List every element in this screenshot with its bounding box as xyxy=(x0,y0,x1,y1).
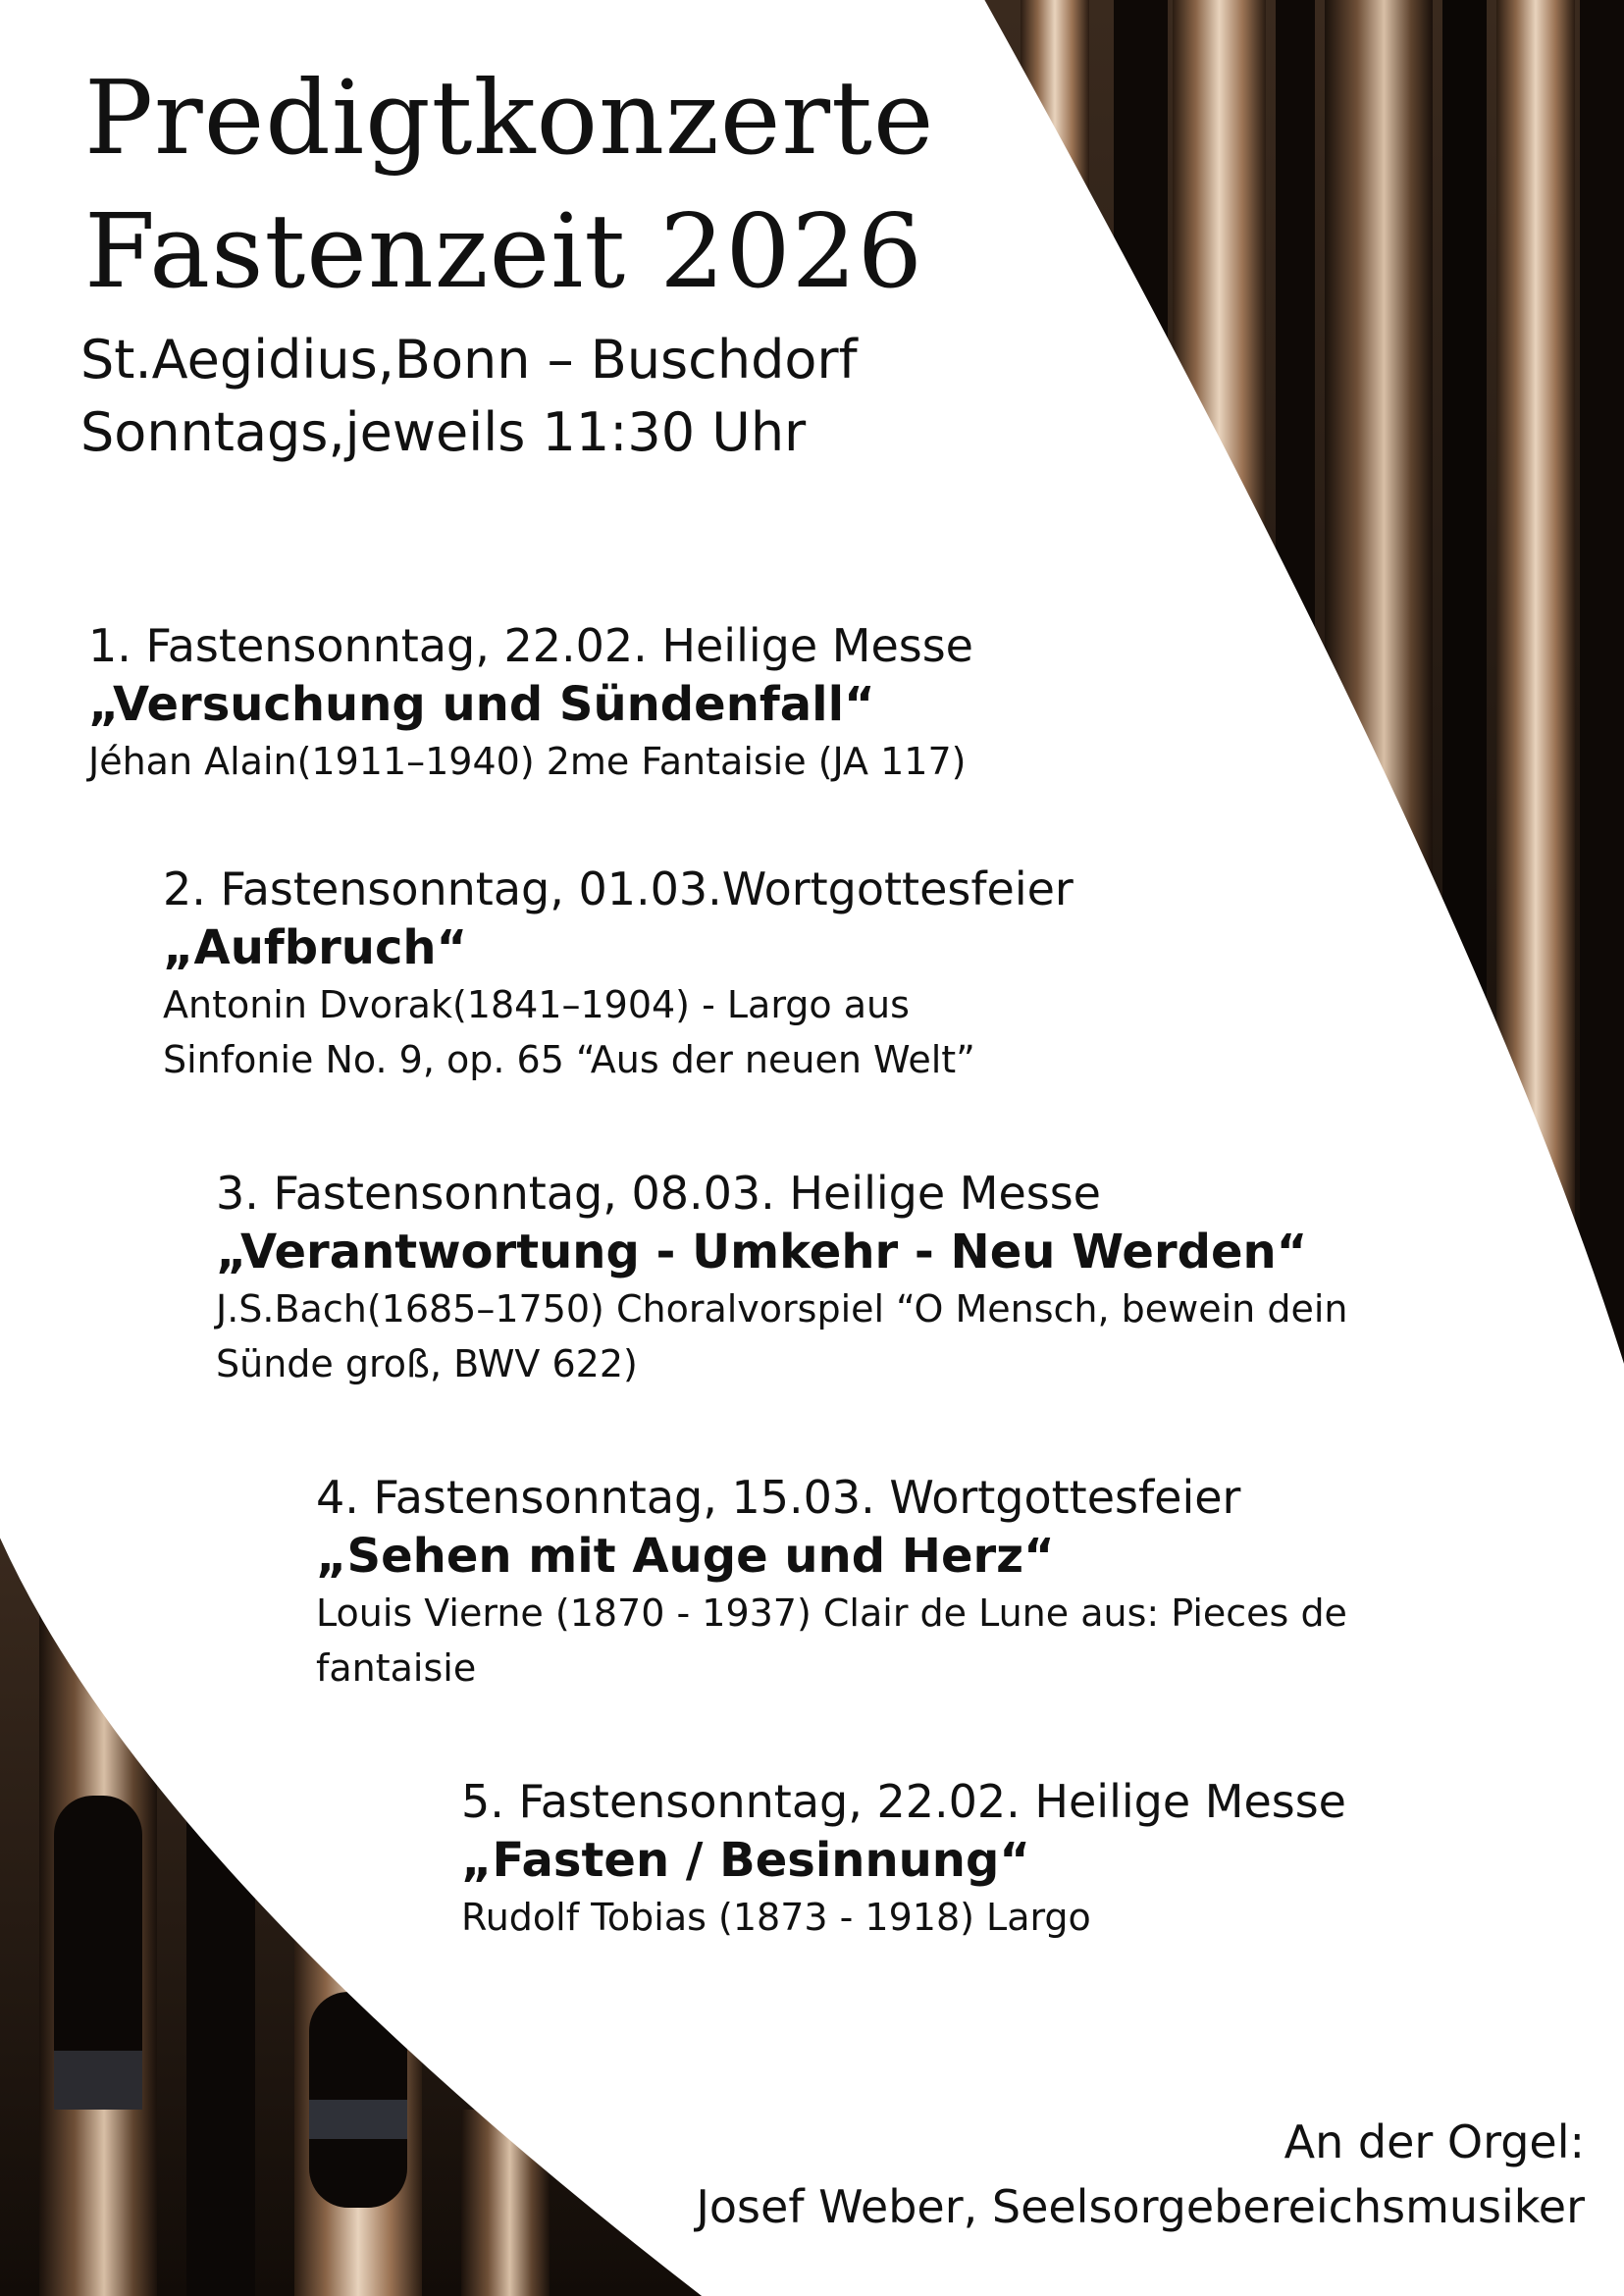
event-2 xyxy=(163,860,1074,1087)
event-description-line: Louis Vierne (1870 - 1937) Clair de Lune aus: Pieces de xyxy=(316,1592,1347,1635)
event-description-line: Sinfonie No. 9, op. 65 “Aus der neuen Welt” xyxy=(163,1038,975,1081)
event-description xyxy=(461,1890,1346,1945)
title-line-2: Fastenzeit 2026 xyxy=(84,191,923,311)
event-description-line: Rudolf Tobias (1873 - 1918) Largo xyxy=(461,1896,1091,1939)
event-description-line: J.S.Bach(1685–1750) Choralvorspiel “O Mensch, bewein dein xyxy=(216,1287,1348,1331)
location-text: St.Aegidius,Bonn – Buschdorf xyxy=(80,329,858,391)
event-theme: „Fasten / Besinnung“ xyxy=(461,1833,1030,1888)
event-theme: „Verantwortung - Umkehr - Neu Werden“ xyxy=(216,1225,1308,1279)
event-description-line: Jéhan Alain(1911–1940) 2me Fantaisie (JA 117) xyxy=(88,740,967,783)
event-1 xyxy=(88,616,973,789)
event-theme: „Aufbruch“ xyxy=(163,920,468,975)
title-line-1: Predigtkonzerte xyxy=(84,58,935,178)
event-theme: „Versuchung und Sündenfall“ xyxy=(88,677,875,732)
event-description-line: fantaisie xyxy=(316,1646,477,1690)
event-description xyxy=(216,1281,1347,1391)
organist-label: An der Orgel: xyxy=(1283,2115,1585,2168)
event-description-line: Antonin Dvorak(1841–1904) - Largo aus xyxy=(163,983,910,1026)
event-heading: 4. Fastensonntag, 15.03. Wortgottesfeier xyxy=(316,1471,1241,1524)
organist-name: Josef Weber, Seelsorgebereichsmusiker xyxy=(696,2180,1585,2233)
event-3 xyxy=(216,1164,1347,1391)
event-5 xyxy=(461,1772,1346,1945)
event-heading: 1. Fastensonntag, 22.02. Heilige Messe xyxy=(88,619,973,672)
organist-credit xyxy=(696,2110,1585,2239)
event-description xyxy=(316,1586,1347,1696)
schedule-text: Sonntags,jeweils 11:30 Uhr xyxy=(80,401,807,463)
event-4 xyxy=(316,1468,1347,1696)
event-theme: „Sehen mit Auge und Herz“ xyxy=(316,1529,1055,1584)
event-heading: 5. Fastensonntag, 22.02. Heilige Messe xyxy=(461,1775,1346,1828)
venue-info xyxy=(80,324,858,469)
event-description xyxy=(163,977,1074,1087)
event-heading: 2. Fastensonntag, 01.03.Wortgottesfeier xyxy=(163,862,1074,915)
poster-title xyxy=(84,51,934,318)
event-description xyxy=(88,734,973,789)
event-description-line: Sünde groß, BWV 622) xyxy=(216,1342,638,1385)
event-heading: 3. Fastensonntag, 08.03. Heilige Messe xyxy=(216,1167,1101,1220)
